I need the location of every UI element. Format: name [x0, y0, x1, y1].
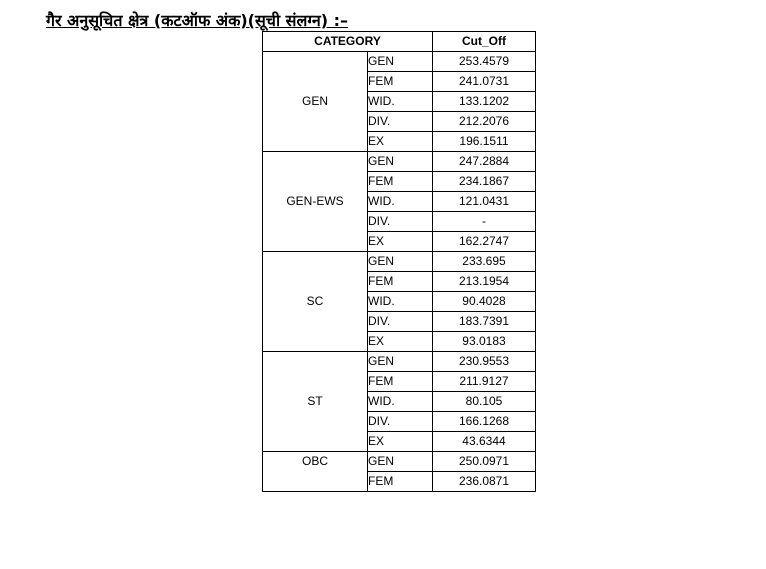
- subcategory-cell: EX: [368, 432, 433, 452]
- table-row: [263, 252, 536, 272]
- subcategory-cell: GEN: [368, 452, 433, 472]
- cutoff-value-cell: 211.9127: [433, 372, 536, 392]
- subcategory-cell: EX: [368, 332, 433, 352]
- cutoff-value-cell: 247.2884: [433, 152, 536, 172]
- cutoff-value-cell: 233.695: [433, 252, 536, 272]
- cutoff-value-cell: 133.1202: [433, 92, 536, 112]
- cutoff-value-cell: 213.1954: [433, 272, 536, 292]
- category-cell-gen-ews: GEN-EWS: [263, 152, 368, 252]
- cutoff-value-cell: -: [433, 212, 536, 232]
- subcategory-cell: WID.: [368, 92, 433, 112]
- table-row: [263, 352, 536, 372]
- subcategory-cell: FEM: [368, 72, 433, 92]
- cutoff-value-cell: 253.4579: [433, 52, 536, 72]
- table-row: [263, 152, 536, 172]
- cutoff-value-cell: 196.1511: [433, 132, 536, 152]
- subcategory-cell: EX: [368, 132, 433, 152]
- cutoff-value-cell: 212.2076: [433, 112, 536, 132]
- category-cell-st: ST: [263, 352, 368, 452]
- header-cutoff: Cut_Off: [433, 32, 536, 52]
- subcategory-cell: DIV.: [368, 412, 433, 432]
- cutoff-value-cell: 183.7391: [433, 312, 536, 332]
- subcategory-cell: GEN: [368, 252, 433, 272]
- cutoff-value-cell: 236.0871: [433, 472, 536, 492]
- cutoff-value-cell: 80.105: [433, 392, 536, 412]
- table-row: [263, 52, 536, 72]
- subcategory-cell: FEM: [368, 372, 433, 392]
- subcategory-cell: WID.: [368, 292, 433, 312]
- cutoff-value-cell: 43.6344: [433, 432, 536, 452]
- subcategory-cell: DIV.: [368, 212, 433, 232]
- page-heading: गैर अनुसूचित क्षेत्र (कटऑफ अंक)(सूची संलग्न) :–: [46, 11, 348, 30]
- category-cell-obc: OBC: [263, 452, 368, 492]
- cutoff-value-cell: 166.1268: [433, 412, 536, 432]
- table-row: [263, 452, 536, 472]
- subcategory-cell: DIV.: [368, 312, 433, 332]
- cutoff-value-cell: 250.0971: [433, 452, 536, 472]
- table-header-row: [263, 32, 536, 52]
- subcategory-cell: DIV.: [368, 112, 433, 132]
- category-cell-gen: GEN: [263, 52, 368, 152]
- subcategory-cell: EX: [368, 232, 433, 252]
- category-cell-sc: SC: [263, 252, 368, 352]
- subcategory-cell: WID.: [368, 192, 433, 212]
- cutoff-value-cell: 121.0431: [433, 192, 536, 212]
- cutoff-value-cell: 230.9553: [433, 352, 536, 372]
- cutoff-value-cell: 241.0731: [433, 72, 536, 92]
- subcategory-cell: FEM: [368, 172, 433, 192]
- subcategory-cell: GEN: [368, 352, 433, 372]
- subcategory-cell: FEM: [368, 272, 433, 292]
- header-category: CATEGORY: [263, 32, 433, 52]
- subcategory-cell: FEM: [368, 472, 433, 492]
- subcategory-cell: GEN: [368, 52, 433, 72]
- subcategory-cell: GEN: [368, 152, 433, 172]
- cutoff-value-cell: 90.4028: [433, 292, 536, 312]
- cutoff-value-cell: 234.1867: [433, 172, 536, 192]
- cutoff-table: [262, 31, 536, 492]
- subcategory-cell: WID.: [368, 392, 433, 412]
- cutoff-value-cell: 162.2747: [433, 232, 536, 252]
- cutoff-value-cell: 93.0183: [433, 332, 536, 352]
